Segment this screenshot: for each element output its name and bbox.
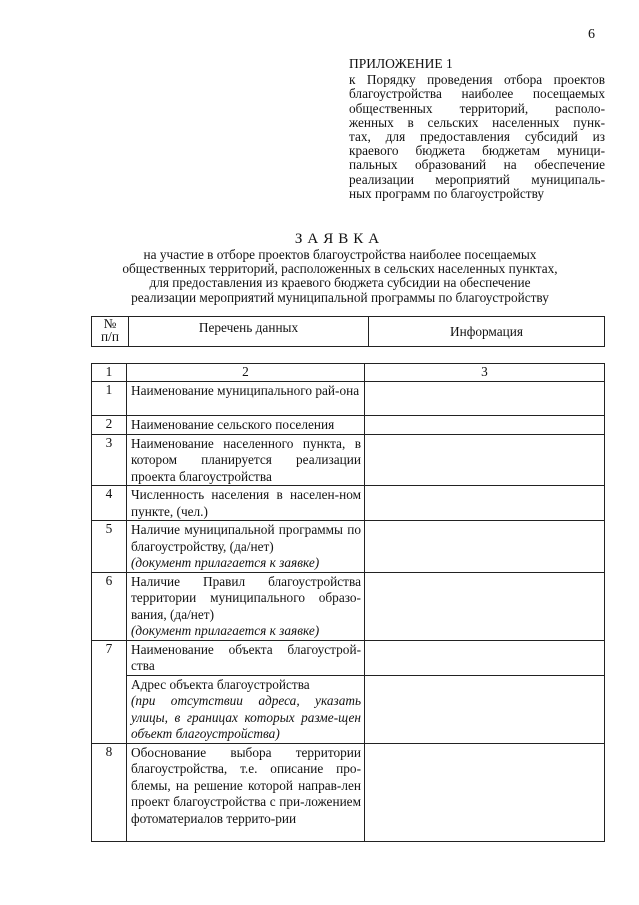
subtitle-line: реализации мероприятий муниципальной программы по благоустройству	[131, 289, 549, 305]
data-table	[91, 363, 605, 842]
row-number: 1	[92, 382, 127, 416]
colnum-3: 3	[365, 364, 605, 382]
row-note: (при отсутствии адреса, указать улицы, в границах которых разме-щен объект благоустройства)	[131, 693, 361, 741]
row-text: Наименование населенного пункта, в котором планируется реализации проекта благоустройства	[131, 435, 361, 484]
row-description	[127, 521, 365, 573]
row-description	[127, 743, 365, 841]
appendix-line: общественных территорий, располо-	[349, 100, 605, 116]
row-info-cell[interactable]	[365, 382, 605, 416]
row-description	[127, 675, 365, 743]
row-description	[127, 640, 365, 675]
colnum-2: 2	[127, 364, 365, 382]
appendix-line: тах, для предоставления субсидий из	[349, 129, 605, 145]
row-number: 6	[92, 572, 127, 640]
row-info-cell[interactable]	[365, 640, 605, 675]
table-row	[92, 675, 605, 743]
subtitle-line: для предоставления из краевого бюджета субсидии на обеспечение	[149, 275, 531, 291]
appendix-line: пальных образований на обеспечение	[349, 157, 605, 173]
row-text: Наименование муниципального рай-она	[131, 383, 360, 398]
row-number: 8	[92, 743, 127, 841]
appendix-block	[349, 57, 605, 201]
row-info-cell[interactable]	[365, 486, 605, 521]
table-row	[92, 486, 605, 521]
row-info-cell[interactable]	[365, 743, 605, 841]
row-note: (документ прилагается к заявке)	[131, 623, 320, 638]
table-row	[92, 572, 605, 640]
header-info: Информация	[369, 317, 605, 347]
subtitle-line: общественных территорий, расположенных в сельских населенных пунктах,	[122, 261, 558, 277]
row-text: Наличие муниципальной программы по благоустройству, (да/нет)	[131, 522, 361, 554]
row-number: 7	[92, 640, 127, 675]
subtitle-line: на участие в отборе проектов благоустройства наиболее посещаемых	[143, 247, 537, 262]
table-row	[92, 743, 605, 841]
row-number: 5	[92, 521, 127, 573]
row-description	[127, 416, 365, 435]
appendix-line: краевого бюджета бюджетам муници-	[349, 143, 605, 159]
row-description	[127, 382, 365, 416]
table-row	[92, 640, 605, 675]
table-row	[92, 434, 605, 486]
row-text: Численность населения в населен-ном пункте, (чел.)	[131, 487, 361, 519]
header-num: № п/п	[92, 317, 129, 347]
colnum-1: 1	[92, 364, 127, 382]
row-description	[127, 434, 365, 486]
header-data: Перечень данных	[129, 317, 369, 347]
row-number: 3	[92, 434, 127, 486]
appendix-title: ПРИЛОЖЕНИЕ 1	[349, 56, 453, 71]
page-number: 6	[588, 27, 595, 42]
row-info-cell[interactable]	[365, 521, 605, 573]
table-row	[92, 521, 605, 573]
appendix-line: ных программ по благоустройству	[349, 185, 545, 201]
row-text: Наименование объекта благоустрой-ства	[131, 641, 361, 673]
row-note: (документ прилагается к заявке)	[131, 555, 320, 570]
row-info-cell[interactable]	[365, 416, 605, 435]
row-number: 4	[92, 486, 127, 521]
document-subtitle	[100, 248, 580, 305]
row-description	[127, 486, 365, 521]
row-text: Наименование сельского поселения	[131, 417, 335, 432]
table-row	[92, 382, 605, 416]
row-text: Наличие Правил благоустройства территории муниципального образо-вания, (да/нет)	[131, 573, 361, 622]
row-number: 2	[92, 416, 127, 435]
table-row	[92, 416, 605, 435]
appendix-line: к Порядку проведения отбора проектов	[349, 72, 605, 88]
row-info-cell[interactable]	[365, 434, 605, 486]
appendix-line: благоустройства наиболее посещаемых	[349, 86, 605, 102]
row-text: Адрес объекта благоустройства	[131, 676, 310, 692]
appendix-line: реализации мероприятий муниципаль-	[349, 171, 605, 187]
row-description	[127, 572, 365, 640]
appendix-line: женных в сельских населенных пунк-	[349, 114, 605, 130]
document-title: ЗАЯВКА	[294, 231, 385, 247]
table-header	[91, 316, 605, 347]
row-info-cell[interactable]	[365, 572, 605, 640]
row-text: Обоснование выбора территории благоустройства, т.е. описание про-блемы, на решение которой направ-лен проект благоустройства с при-ложением фотоматериалов террито-рии	[131, 744, 361, 826]
faint-mark	[200, 840, 350, 890]
row-info-cell[interactable]	[365, 675, 605, 743]
row-number	[92, 675, 127, 743]
